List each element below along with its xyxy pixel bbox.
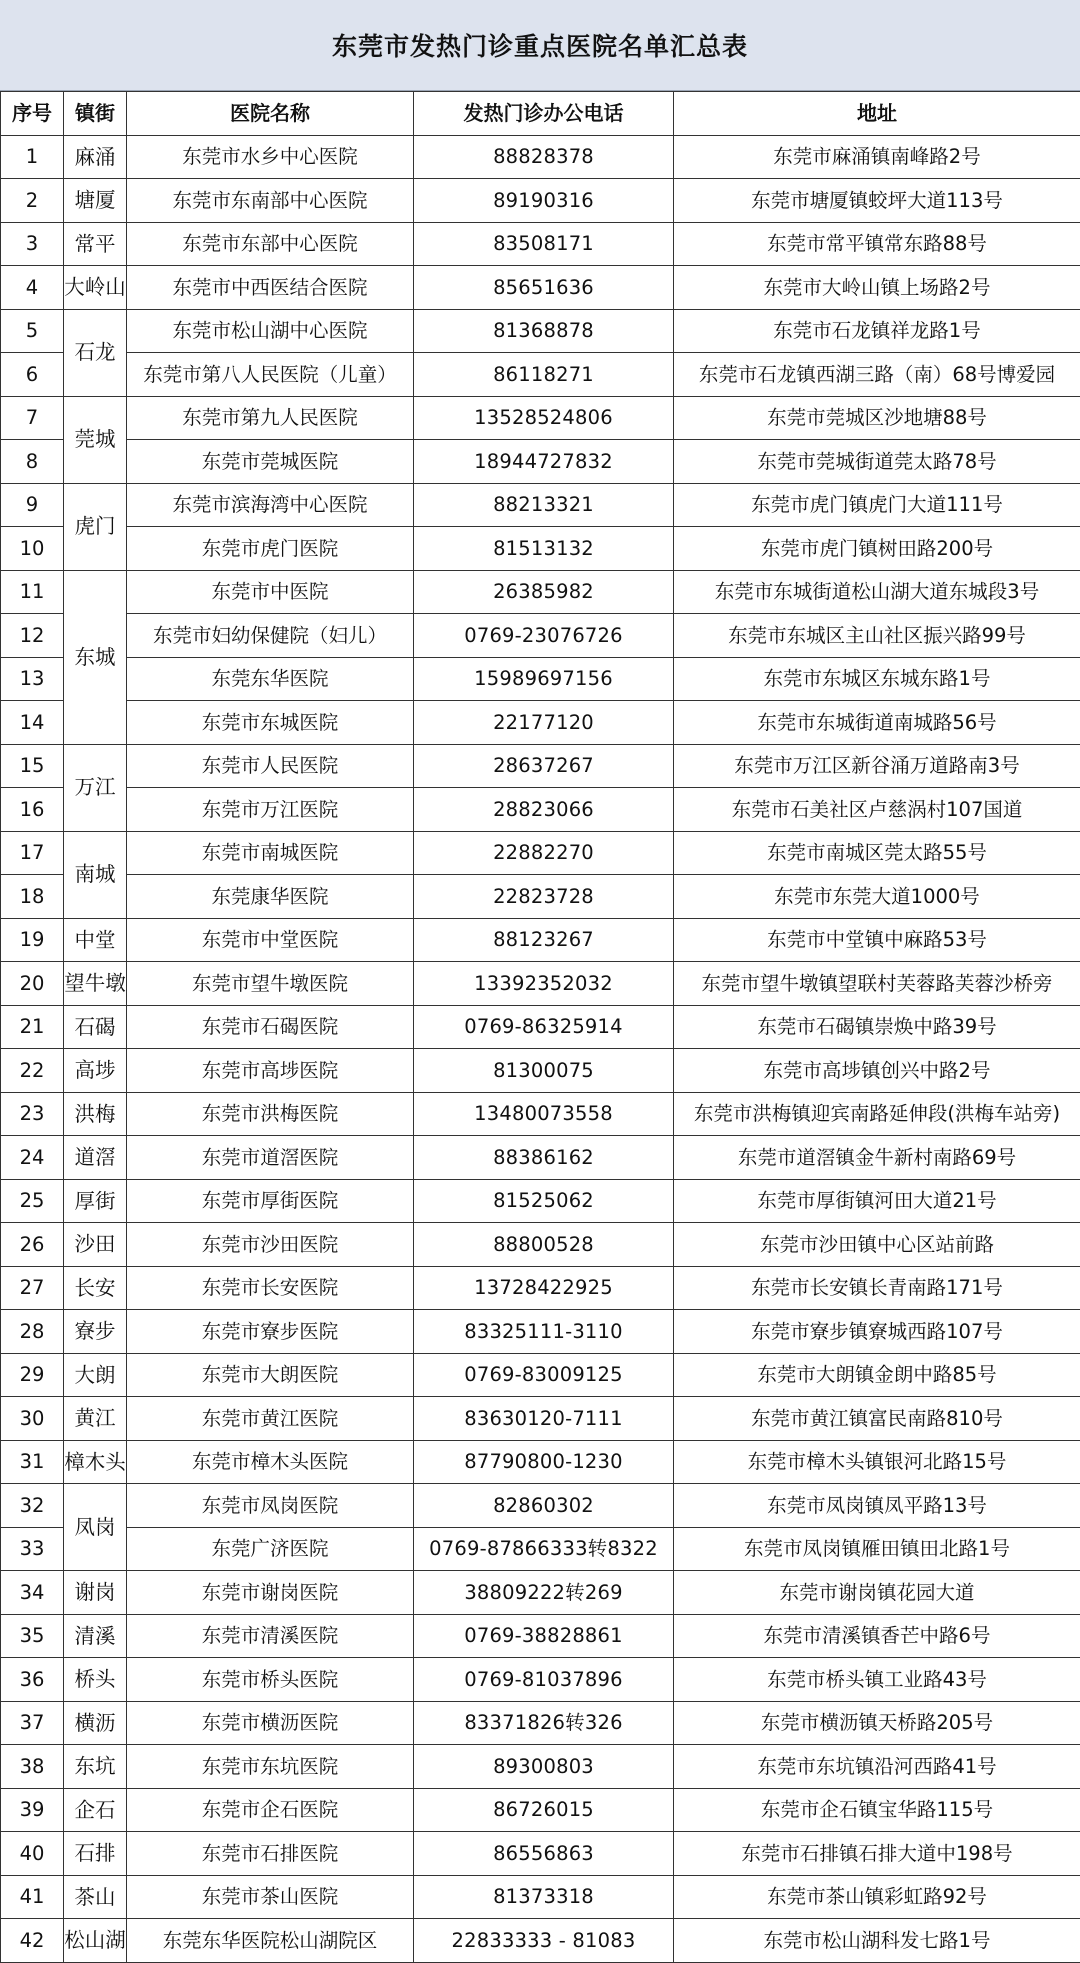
table-row	[1, 396, 1080, 440]
cell-hospital: 东莞市松山湖中心医院	[127, 309, 414, 353]
cell-no: 34	[1, 1571, 64, 1615]
cell-address: 东莞市石排镇石排大道中198号	[674, 1832, 1080, 1876]
cell-no: 26	[1, 1223, 64, 1267]
cell-phone: 18944727832	[414, 440, 674, 484]
cell-address: 东莞市莞城街道莞太路78号	[674, 440, 1080, 484]
cell-town: 清溪	[64, 1614, 127, 1658]
cell-address: 东莞市常平镇常东路88号	[674, 222, 1080, 266]
cell-phone: 86556863	[414, 1832, 674, 1876]
cell-hospital: 东莞市中医院	[127, 570, 414, 614]
cell-address: 东莞市高埗镇创兴中路2号	[674, 1049, 1080, 1093]
cell-phone: 88800528	[414, 1223, 674, 1267]
cell-phone: 88386162	[414, 1136, 674, 1180]
cell-hospital: 东莞市中堂医院	[127, 918, 414, 962]
hospital-table	[0, 91, 1080, 1963]
cell-no: 32	[1, 1484, 64, 1528]
cell-address: 东莞市大岭山镇上场路2号	[674, 266, 1080, 310]
cell-hospital: 东莞市虎门医院	[127, 527, 414, 571]
cell-town: 塘厦	[64, 179, 127, 223]
cell-address: 东莞市茶山镇彩虹路92号	[674, 1875, 1080, 1919]
table-row	[1, 1701, 1080, 1745]
cell-town: 中堂	[64, 918, 127, 962]
cell-town: 桥头	[64, 1658, 127, 1702]
cell-address: 东莞市凤岗镇凤平路13号	[674, 1484, 1080, 1528]
table-row	[1, 1527, 1080, 1571]
table-row	[1, 1136, 1080, 1180]
cell-hospital: 东莞市妇幼保健院（妇儿）	[127, 614, 414, 658]
cell-hospital: 东莞市南城医院	[127, 831, 414, 875]
cell-address: 东莞市长安镇长青南路171号	[674, 1266, 1080, 1310]
cell-address: 东莞市凤岗镇雁田镇田北路1号	[674, 1527, 1080, 1571]
cell-town: 常平	[64, 222, 127, 266]
cell-no: 6	[1, 353, 64, 397]
cell-no: 13	[1, 657, 64, 701]
cell-phone: 88123267	[414, 918, 674, 962]
cell-town: 松山湖	[64, 1919, 127, 1963]
cell-address: 东莞市寮步镇寮城西路107号	[674, 1310, 1080, 1354]
table-row	[1, 831, 1080, 875]
cell-phone: 81368878	[414, 309, 674, 353]
cell-address: 东莞市石龙镇西湖三路（南）68号博爱园	[674, 353, 1080, 397]
table-row	[1, 1484, 1080, 1528]
cell-no: 39	[1, 1788, 64, 1832]
cell-hospital: 东莞广济医院	[127, 1527, 414, 1571]
cell-address: 东莞市黄江镇富民南路810号	[674, 1397, 1080, 1441]
cell-address: 东莞市南城区莞太路55号	[674, 831, 1080, 875]
cell-address: 东莞市虎门镇虎门大道111号	[674, 483, 1080, 527]
cell-hospital: 东莞市人民医院	[127, 744, 414, 788]
cell-town: 石排	[64, 1832, 127, 1876]
cell-phone: 83508171	[414, 222, 674, 266]
cell-hospital: 东莞市石碣医院	[127, 1005, 414, 1049]
cell-hospital: 东莞市黄江医院	[127, 1397, 414, 1441]
cell-phone: 0769-23076726	[414, 614, 674, 658]
table-row	[1, 657, 1080, 701]
cell-address: 东莞市东城街道南城路56号	[674, 701, 1080, 745]
table-row	[1, 483, 1080, 527]
cell-address: 东莞市企石镇宝华路115号	[674, 1788, 1080, 1832]
cell-no: 38	[1, 1745, 64, 1789]
table-row	[1, 1614, 1080, 1658]
table-row	[1, 1397, 1080, 1441]
table-body	[1, 135, 1080, 1962]
cell-town: 寮步	[64, 1310, 127, 1354]
cell-no: 7	[1, 396, 64, 440]
table-row	[1, 353, 1080, 397]
cell-address: 东莞市东坑镇沿河西路41号	[674, 1745, 1080, 1789]
cell-town: 樟木头	[64, 1440, 127, 1484]
cell-address: 东莞市厚街镇河田大道21号	[674, 1179, 1080, 1223]
cell-phone: 28637267	[414, 744, 674, 788]
cell-hospital: 东莞市东南部中心医院	[127, 179, 414, 223]
cell-hospital: 东莞市中西医结合医院	[127, 266, 414, 310]
cell-phone: 87790800-1230	[414, 1440, 674, 1484]
table-row	[1, 1223, 1080, 1267]
cell-town: 麻涌	[64, 135, 127, 179]
cell-hospital: 东莞市大朗医院	[127, 1353, 414, 1397]
cell-address: 东莞市洪梅镇迎宾南路延伸段(洪梅车站旁)	[674, 1092, 1080, 1136]
table-row	[1, 614, 1080, 658]
cell-hospital: 东莞东华医院松山湖院区	[127, 1919, 414, 1963]
cell-no: 41	[1, 1875, 64, 1919]
cell-address: 东莞市石龙镇祥龙路1号	[674, 309, 1080, 353]
table-row	[1, 309, 1080, 353]
cell-no: 1	[1, 135, 64, 179]
cell-address: 东莞市樟木头镇银河北路15号	[674, 1440, 1080, 1484]
cell-no: 5	[1, 309, 64, 353]
cell-phone: 26385982	[414, 570, 674, 614]
cell-town: 厚街	[64, 1179, 127, 1223]
cell-hospital: 东莞市望牛墩医院	[127, 962, 414, 1006]
cell-hospital: 东莞市水乡中心医院	[127, 135, 414, 179]
cell-address: 东莞市东城区东城东路1号	[674, 657, 1080, 701]
cell-address: 东莞市谢岗镇花园大道	[674, 1571, 1080, 1615]
cell-hospital: 东莞市谢岗医院	[127, 1571, 414, 1615]
cell-no: 20	[1, 962, 64, 1006]
cell-hospital: 东莞市道滘医院	[127, 1136, 414, 1180]
table-row	[1, 1788, 1080, 1832]
cell-town: 虎门	[64, 483, 127, 570]
cell-no: 29	[1, 1353, 64, 1397]
cell-address: 东莞市道滘镇金牛新村南路69号	[674, 1136, 1080, 1180]
cell-hospital: 东莞市茶山医院	[127, 1875, 414, 1919]
cell-town: 茶山	[64, 1875, 127, 1919]
cell-phone: 38809222转269	[414, 1571, 674, 1615]
table-row	[1, 1310, 1080, 1354]
table-row	[1, 1832, 1080, 1876]
cell-hospital: 东莞市东部中心医院	[127, 222, 414, 266]
cell-hospital: 东莞市横沥医院	[127, 1701, 414, 1745]
cell-no: 28	[1, 1310, 64, 1354]
header-address: 地址	[674, 92, 1080, 136]
table-row	[1, 1353, 1080, 1397]
cell-hospital: 东莞市清溪医院	[127, 1614, 414, 1658]
table-row	[1, 1875, 1080, 1919]
cell-address: 东莞市东城区主山社区振兴路99号	[674, 614, 1080, 658]
cell-town: 万江	[64, 744, 127, 831]
cell-phone: 81300075	[414, 1049, 674, 1093]
cell-no: 30	[1, 1397, 64, 1441]
table-row	[1, 179, 1080, 223]
table-row	[1, 1092, 1080, 1136]
cell-no: 40	[1, 1832, 64, 1876]
cell-phone: 0769-38828861	[414, 1614, 674, 1658]
table-row	[1, 788, 1080, 832]
cell-no: 36	[1, 1658, 64, 1702]
header-hospital: 医院名称	[127, 92, 414, 136]
table-title: 东莞市发热门诊重点医院名单汇总表	[0, 0, 1080, 91]
cell-hospital: 东莞市樟木头医院	[127, 1440, 414, 1484]
cell-address: 东莞市中堂镇中麻路53号	[674, 918, 1080, 962]
cell-town: 东城	[64, 570, 127, 744]
cell-town: 洪梅	[64, 1092, 127, 1136]
cell-address: 东莞市清溪镇香芒中路6号	[674, 1614, 1080, 1658]
cell-no: 3	[1, 222, 64, 266]
cell-phone: 22823728	[414, 875, 674, 919]
table-row	[1, 1440, 1080, 1484]
cell-town: 凤岗	[64, 1484, 127, 1571]
cell-town: 大朗	[64, 1353, 127, 1397]
cell-address: 东莞市横沥镇天桥路205号	[674, 1701, 1080, 1745]
cell-address: 东莞市桥头镇工业路43号	[674, 1658, 1080, 1702]
cell-address: 东莞市麻涌镇南峰路2号	[674, 135, 1080, 179]
cell-phone: 88213321	[414, 483, 674, 527]
cell-address: 东莞市石美社区卢慈涡村107国道	[674, 788, 1080, 832]
cell-phone: 0769-81037896	[414, 1658, 674, 1702]
cell-address: 东莞市东莞大道1000号	[674, 875, 1080, 919]
cell-phone: 13392352032	[414, 962, 674, 1006]
cell-phone: 15989697156	[414, 657, 674, 701]
cell-phone: 0769-87866333转8322	[414, 1527, 674, 1571]
table-row	[1, 875, 1080, 919]
cell-town: 望牛墩	[64, 962, 127, 1006]
table-row	[1, 1571, 1080, 1615]
cell-hospital: 东莞市寮步医院	[127, 1310, 414, 1354]
cell-phone: 86726015	[414, 1788, 674, 1832]
table-row	[1, 1179, 1080, 1223]
cell-hospital: 东莞市洪梅医院	[127, 1092, 414, 1136]
cell-phone: 13528524806	[414, 396, 674, 440]
cell-address: 东莞市大朗镇金朗中路85号	[674, 1353, 1080, 1397]
cell-town: 石碣	[64, 1005, 127, 1049]
table-row	[1, 744, 1080, 788]
cell-no: 17	[1, 831, 64, 875]
cell-phone: 88828378	[414, 135, 674, 179]
cell-hospital: 东莞市沙田医院	[127, 1223, 414, 1267]
cell-no: 27	[1, 1266, 64, 1310]
cell-hospital: 东莞东华医院	[127, 657, 414, 701]
cell-phone: 83630120-7111	[414, 1397, 674, 1441]
cell-town: 莞城	[64, 396, 127, 483]
cell-phone: 22833333 - 81083	[414, 1919, 674, 1963]
cell-address: 东莞市东城街道松山湖大道东城段3号	[674, 570, 1080, 614]
cell-no: 12	[1, 614, 64, 658]
cell-no: 8	[1, 440, 64, 484]
table-row	[1, 1266, 1080, 1310]
cell-phone: 82860302	[414, 1484, 674, 1528]
cell-phone: 28823066	[414, 788, 674, 832]
cell-hospital: 东莞康华医院	[127, 875, 414, 919]
cell-hospital: 东莞市滨海湾中心医院	[127, 483, 414, 527]
cell-hospital: 东莞市凤岗医院	[127, 1484, 414, 1528]
table-row	[1, 1745, 1080, 1789]
header-no: 序号	[1, 92, 64, 136]
cell-phone: 89300803	[414, 1745, 674, 1789]
cell-no: 10	[1, 527, 64, 571]
table-row	[1, 1919, 1080, 1963]
table-row	[1, 440, 1080, 484]
table-row	[1, 222, 1080, 266]
cell-town: 横沥	[64, 1701, 127, 1745]
cell-address: 东莞市虎门镇树田路200号	[674, 527, 1080, 571]
cell-address: 东莞市石碣镇崇焕中路39号	[674, 1005, 1080, 1049]
cell-town: 东坑	[64, 1745, 127, 1789]
cell-no: 18	[1, 875, 64, 919]
cell-phone: 22177120	[414, 701, 674, 745]
cell-no: 14	[1, 701, 64, 745]
cell-hospital: 东莞市长安医院	[127, 1266, 414, 1310]
header-town: 镇街	[64, 92, 127, 136]
cell-no: 35	[1, 1614, 64, 1658]
cell-hospital: 东莞市桥头医院	[127, 1658, 414, 1702]
cell-address: 东莞市莞城区沙地塘88号	[674, 396, 1080, 440]
table-row	[1, 918, 1080, 962]
cell-phone: 0769-86325914	[414, 1005, 674, 1049]
table-row	[1, 962, 1080, 1006]
cell-address: 东莞市塘厦镇蛟坪大道113号	[674, 179, 1080, 223]
cell-address: 东莞市望牛墩镇望联村芙蓉路芙蓉沙桥旁	[674, 962, 1080, 1006]
cell-phone: 81525062	[414, 1179, 674, 1223]
table-row	[1, 570, 1080, 614]
cell-town: 南城	[64, 831, 127, 918]
cell-no: 25	[1, 1179, 64, 1223]
cell-address: 东莞市松山湖科发七路1号	[674, 1919, 1080, 1963]
cell-hospital: 东莞市东城医院	[127, 701, 414, 745]
cell-phone: 0769-83009125	[414, 1353, 674, 1397]
cell-town: 高埗	[64, 1049, 127, 1093]
table-row	[1, 701, 1080, 745]
cell-no: 31	[1, 1440, 64, 1484]
table-row	[1, 135, 1080, 179]
cell-address: 东莞市万江区新谷涌万道路南3号	[674, 744, 1080, 788]
cell-phone: 13728422925	[414, 1266, 674, 1310]
cell-town: 道滘	[64, 1136, 127, 1180]
cell-town: 大岭山	[64, 266, 127, 310]
cell-town: 沙田	[64, 1223, 127, 1267]
cell-hospital: 东莞市企石医院	[127, 1788, 414, 1832]
cell-phone: 86118271	[414, 353, 674, 397]
header-row	[1, 92, 1080, 136]
cell-hospital: 东莞市万江医院	[127, 788, 414, 832]
cell-hospital: 东莞市莞城医院	[127, 440, 414, 484]
cell-hospital: 东莞市第八人民医院（儿童）	[127, 353, 414, 397]
cell-hospital: 东莞市高埗医院	[127, 1049, 414, 1093]
table-row	[1, 1005, 1080, 1049]
table-row	[1, 1049, 1080, 1093]
header-phone: 发热门诊办公电话	[414, 92, 674, 136]
cell-hospital: 东莞市石排医院	[127, 1832, 414, 1876]
table-row	[1, 527, 1080, 571]
cell-hospital: 东莞市第九人民医院	[127, 396, 414, 440]
cell-no: 23	[1, 1092, 64, 1136]
cell-phone: 81373318	[414, 1875, 674, 1919]
cell-phone: 83325111-3110	[414, 1310, 674, 1354]
cell-town: 长安	[64, 1266, 127, 1310]
cell-phone: 13480073558	[414, 1092, 674, 1136]
cell-no: 15	[1, 744, 64, 788]
table-row	[1, 1658, 1080, 1702]
table-row	[1, 266, 1080, 310]
cell-phone: 89190316	[414, 179, 674, 223]
cell-no: 21	[1, 1005, 64, 1049]
cell-address: 东莞市沙田镇中心区站前路	[674, 1223, 1080, 1267]
cell-no: 33	[1, 1527, 64, 1571]
cell-phone: 81513132	[414, 527, 674, 571]
cell-hospital: 东莞市东坑医院	[127, 1745, 414, 1789]
cell-no: 4	[1, 266, 64, 310]
cell-town: 企石	[64, 1788, 127, 1832]
cell-no: 37	[1, 1701, 64, 1745]
cell-phone: 85651636	[414, 266, 674, 310]
cell-no: 42	[1, 1919, 64, 1963]
cell-town: 黄江	[64, 1397, 127, 1441]
cell-town: 谢岗	[64, 1571, 127, 1615]
cell-hospital: 东莞市厚街医院	[127, 1179, 414, 1223]
cell-no: 19	[1, 918, 64, 962]
cell-phone: 22882270	[414, 831, 674, 875]
cell-no: 9	[1, 483, 64, 527]
cell-no: 22	[1, 1049, 64, 1093]
cell-no: 2	[1, 179, 64, 223]
cell-phone: 83371826转326	[414, 1701, 674, 1745]
cell-town: 石龙	[64, 309, 127, 396]
cell-no: 11	[1, 570, 64, 614]
cell-no: 16	[1, 788, 64, 832]
cell-no: 24	[1, 1136, 64, 1180]
